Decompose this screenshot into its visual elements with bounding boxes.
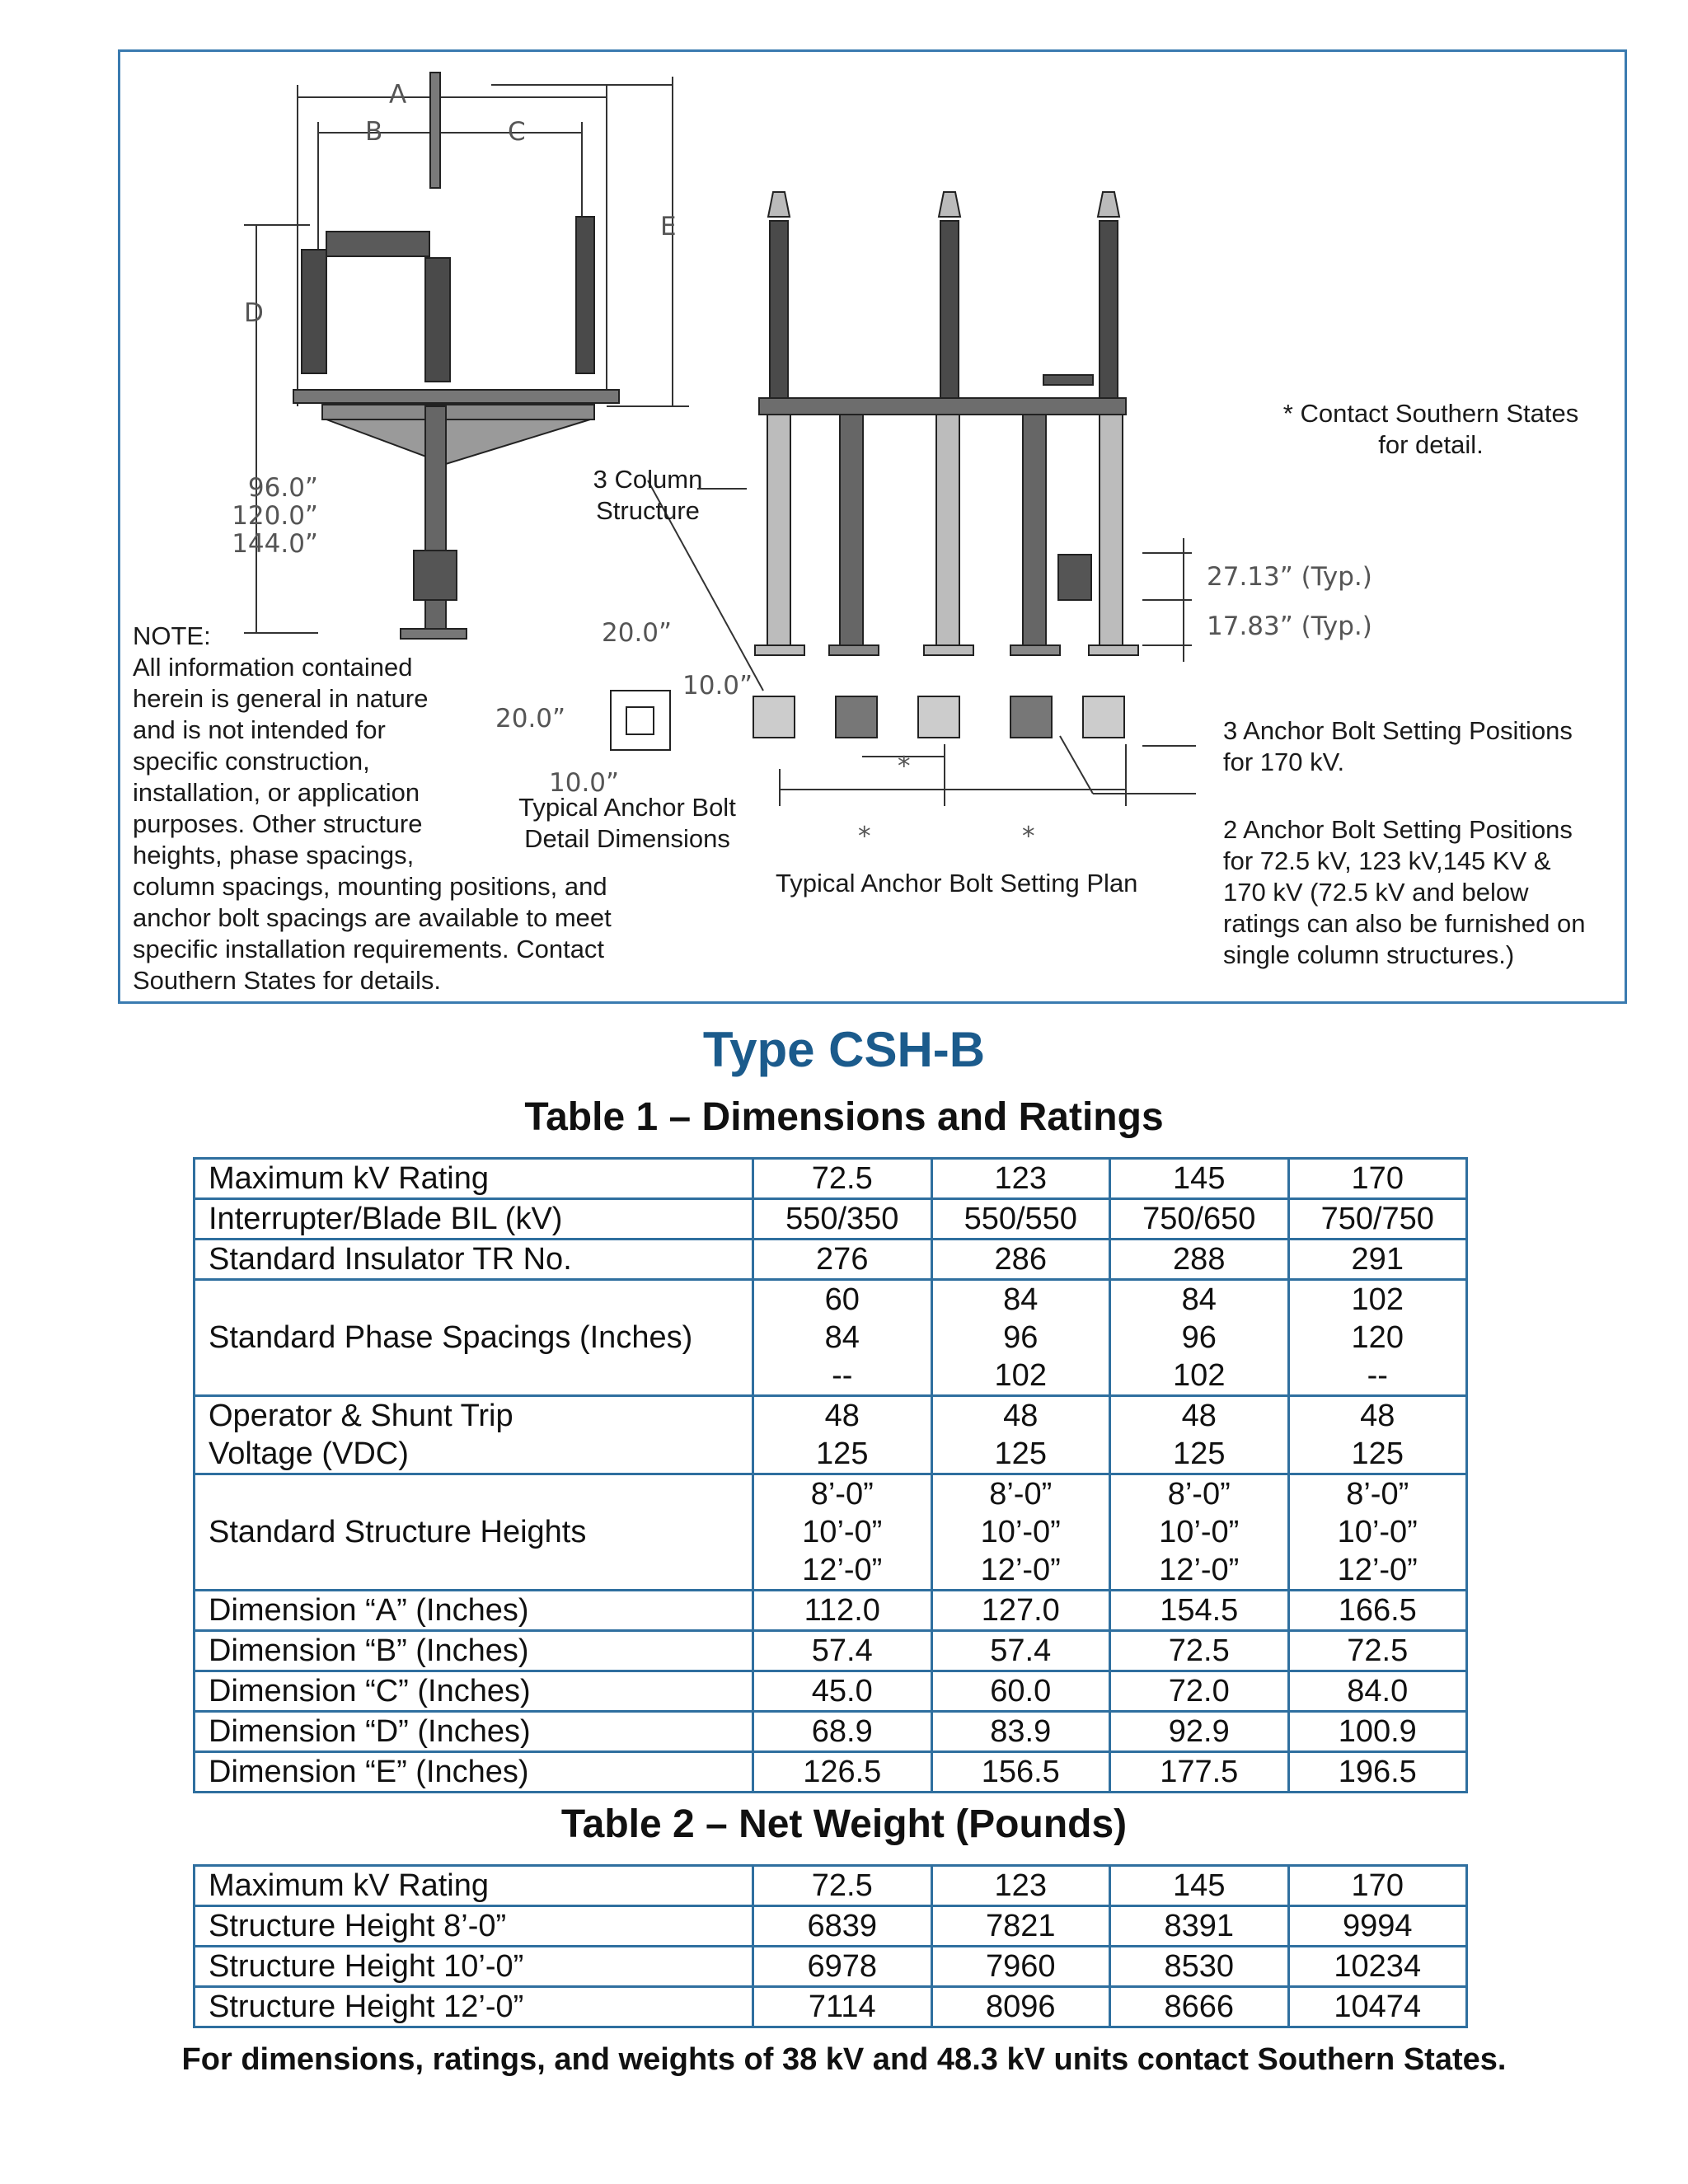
table-cell: 8’-0” 10’-0” 12’-0” [931,1474,1110,1591]
column-structure-label: 3 Column Structure [593,465,703,525]
table-cell: 750/750 [1288,1199,1467,1240]
page-title: Type CSH-B [702,1022,986,1077]
typ-dim-1: 27.13” (Typ.) [1207,562,1372,592]
positions-3-note: 3 Anchor Bolt Setting Positions for 170 kV. [1223,716,1573,776]
table-row [195,1866,1467,1906]
table-cell: 550/350 [753,1199,932,1240]
positions-2-note: 2 Anchor Bolt Setting Positions for 72.5 kV, 123 kV,145 KV & 170 kV (72.5 kV and below ratings can also be furnished on single column structures.) [1223,815,1586,969]
dimensions-ratings-table [193,1157,1468,1793]
table-cell: 57.4 [931,1631,1110,1671]
table-cell: 9994 [1288,1906,1467,1947]
table-row [195,1752,1467,1793]
footer-note: For dimensions, ratings, and weights of 38 kV and 48.3 kV units contact Southern States. [181,2042,1507,2077]
general-note: NOTE: All information contained herein is general in nature and is not intended for specific construction, installation, or application purposes. Other structure heights, phase spacings, column spacings, mounting positions, and anchor bolt spacings are available to meet specific installation requirements. Contact Southern States for details. [133,621,612,995]
table-cell: 7114 [753,1987,932,2027]
table-cell: 286 [931,1240,1110,1280]
row-label: Standard Insulator TR No. [195,1240,753,1280]
table-cell: 72.0 [1110,1671,1289,1712]
table-cell: 8530 [1110,1947,1289,1987]
table-row [195,1474,1467,1591]
table-cell: 123 [931,1159,1110,1199]
row-label: Dimension “C” (Inches) [195,1671,753,1712]
table-cell: 126.5 [753,1752,932,1793]
row-label: Interrupter/Blade BIL (kV) [195,1199,753,1240]
table-cell: 154.5 [1110,1591,1289,1631]
table-cell: 123 [931,1866,1110,1906]
table-cell: 10234 [1288,1947,1467,1987]
table-row [195,1396,1467,1474]
table-cell: 170 [1288,1866,1467,1906]
row-label: Maximum kV Rating [195,1866,753,1906]
diagram-figure [118,49,1627,1004]
row-label: Dimension “B” (Inches) [195,1631,753,1671]
bolt-detail-caption: Typical Anchor Bolt Detail Dimensions [518,793,736,853]
table-row [195,1631,1467,1671]
bolt-dim-top: 20.0” [602,618,673,648]
table-cell: 177.5 [1110,1752,1289,1793]
table-cell: 6839 [753,1906,932,1947]
row-label: Structure Height 10’-0” [195,1947,753,1987]
bolt-dim-bottom: 10.0” [549,768,620,798]
table-cell: 72.5 [1110,1631,1289,1671]
bolt-dim-left: 20.0” [495,704,566,733]
table-cell: 145 [1110,1159,1289,1199]
table-cell: 7821 [931,1906,1110,1947]
table-cell: 196.5 [1288,1752,1467,1793]
table-row [195,1947,1467,1987]
asterisk-1: * [898,752,911,781]
asterisk-2: * [858,822,871,851]
table-cell: 8’-0” 10’-0” 12’-0” [1110,1474,1289,1591]
row-label: Structure Height 8’-0” [195,1906,753,1947]
table-cell: 72.5 [753,1159,932,1199]
row-label: Dimension “D” (Inches) [195,1712,753,1752]
table2-caption: Table 2 – Net Weight (Pounds) [560,1802,1128,1846]
setting-plan-caption: Typical Anchor Bolt Setting Plan [776,869,1138,898]
structure-height-values: 96.0” 120.0” 144.0” [232,473,318,559]
table-cell: 8391 [1110,1906,1289,1947]
dim-c-label: C [508,117,526,147]
table-row [195,1671,1467,1712]
table-cell: 8’-0” 10’-0” 12’-0” [753,1474,932,1591]
table-cell: 550/550 [931,1199,1110,1240]
row-label: Dimension “E” (Inches) [195,1752,753,1793]
table1-caption: Table 1 – Dimensions and Ratings [524,1095,1164,1139]
table-cell: 10474 [1288,1987,1467,2027]
dim-a-label: A [389,80,407,110]
table-cell: 45.0 [753,1671,932,1712]
table-cell: 100.9 [1288,1712,1467,1752]
table-cell: 48 125 [931,1396,1110,1474]
table-cell: 92.9 [1110,1712,1289,1752]
table-cell: 127.0 [931,1591,1110,1631]
dim-e-label: E [660,212,677,241]
row-label: Operator & Shunt Trip Voltage (VDC) [195,1396,753,1474]
table-cell: 48 125 [753,1396,932,1474]
table-cell: 6978 [753,1947,932,1987]
table-cell: 276 [753,1240,932,1280]
table-cell: 102 120 -- [1288,1280,1467,1396]
table-cell: 84 96 102 [931,1280,1110,1396]
table-cell: 8’-0” 10’-0” 12’-0” [1288,1474,1467,1591]
dim-b-label: B [365,117,383,147]
table-row [195,1591,1467,1631]
row-label: Dimension “A” (Inches) [195,1591,753,1631]
table-cell: 72.5 [753,1866,932,1906]
table-cell: 7960 [931,1947,1110,1987]
table-row [195,1987,1467,2027]
asterisk-3: * [1022,822,1035,851]
table-cell: 8096 [931,1987,1110,2027]
bolt-dim-right: 10.0” [682,671,753,701]
table-cell: 166.5 [1288,1591,1467,1631]
row-label: Standard Phase Spacings (Inches) [195,1280,753,1396]
table-cell: 8666 [1110,1987,1289,2027]
table-cell: 60 84 -- [753,1280,932,1396]
table-cell: 83.9 [931,1712,1110,1752]
table-cell: 84 96 102 [1110,1280,1289,1396]
table-cell: 145 [1110,1866,1289,1906]
table-cell: 288 [1110,1240,1289,1280]
table-cell: 112.0 [753,1591,932,1631]
table-row [195,1199,1467,1240]
row-label: Standard Structure Heights [195,1474,753,1591]
contact-note: * Contact Southern States for detail. [1282,399,1579,459]
table-cell: 156.5 [931,1752,1110,1793]
table-cell: 48 125 [1110,1396,1289,1474]
table-row [195,1906,1467,1947]
table-cell: 60.0 [931,1671,1110,1712]
typ-dim-2: 17.83” (Typ.) [1207,612,1372,641]
net-weight-table [193,1864,1468,2028]
table-cell: 72.5 [1288,1631,1467,1671]
dim-d-label: D [244,298,264,328]
row-label: Maximum kV Rating [195,1159,753,1199]
table-row [195,1159,1467,1199]
table-cell: 170 [1288,1159,1467,1199]
table-cell: 48 125 [1288,1396,1467,1474]
row-label: Structure Height 12’-0” [195,1987,753,2027]
table-row [195,1280,1467,1396]
table-cell: 291 [1288,1240,1467,1280]
table-cell: 57.4 [753,1631,932,1671]
table-row [195,1240,1467,1280]
table-cell: 84.0 [1288,1671,1467,1712]
table-cell: 68.9 [753,1712,932,1752]
table-cell: 750/650 [1110,1199,1289,1240]
table-row [195,1712,1467,1752]
